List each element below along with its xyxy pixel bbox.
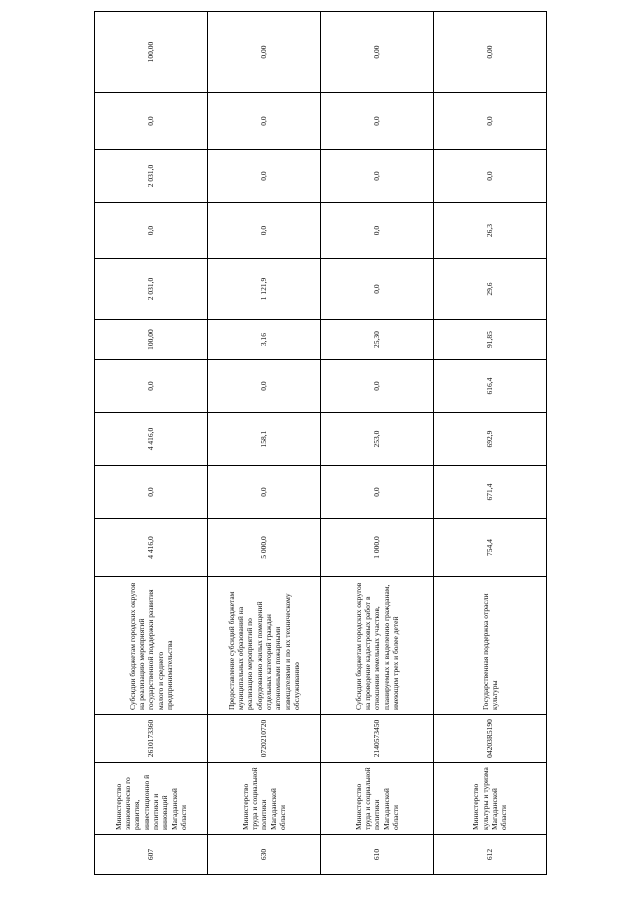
table-row xyxy=(434,12,547,875)
ministry-cell: Министерство культуры и туризма Магаданской области xyxy=(434,763,547,835)
kbk-cell: 0720210720 xyxy=(208,715,321,763)
value-cell: 0,0 xyxy=(208,93,321,150)
value-cell: 0,0 xyxy=(95,93,208,150)
value-cell: 4 416,0 xyxy=(95,519,208,577)
value-cell: 0,0 xyxy=(321,466,434,519)
description-cell: Субсидии бюджетам городских округов на реализацию мероприятий государственной поддержки развития малого и среднего предпринимательства xyxy=(95,577,208,715)
value-cell: 1 000,0 xyxy=(321,519,434,577)
value-cell: 0,0 xyxy=(321,150,434,203)
kbk-cell: 04203R5190 xyxy=(434,715,547,763)
value-cell: 0,0 xyxy=(321,259,434,320)
value-cell: 0,0 xyxy=(321,93,434,150)
table-row xyxy=(208,12,321,875)
code-cell: 610 xyxy=(321,835,434,875)
ministry-cell: Министерство труда и социальной политики Магаданской области xyxy=(321,763,434,835)
value-cell: 754,4 xyxy=(434,519,547,577)
value-cell: 5 000,0 xyxy=(208,519,321,577)
value-cell: 2 031,0 xyxy=(95,150,208,203)
description-cell: Предоставление субсидий бюджетам муниципальных образований на реализацию мероприятий по оборудованию жилых помещений отдельных категорий граждан автономными пожарными извещателями и по их техническому обслуживанию xyxy=(208,577,321,715)
value-cell: 0,00 xyxy=(321,12,434,93)
subsidy-table xyxy=(94,11,547,875)
value-cell: 0,0 xyxy=(208,466,321,519)
kbk-cell: 2140573450 xyxy=(321,715,434,763)
value-cell: 2 031,0 xyxy=(95,259,208,320)
table-row xyxy=(321,12,434,875)
value-cell: 0,0 xyxy=(321,203,434,259)
value-cell: 3,16 xyxy=(208,320,321,360)
value-cell: 0,0 xyxy=(208,360,321,413)
value-cell: 0,0 xyxy=(208,203,321,259)
value-cell: 253,0 xyxy=(321,413,434,466)
value-cell: 616,4 xyxy=(434,360,547,413)
value-cell: 0,0 xyxy=(95,203,208,259)
code-cell: 630 xyxy=(208,835,321,875)
value-cell: 0,0 xyxy=(434,93,547,150)
ministry-cell: Министерство труда и социальной политики Магаданской области xyxy=(208,763,321,835)
value-cell: 4 416,0 xyxy=(95,413,208,466)
code-cell: 612 xyxy=(434,835,547,875)
value-cell: 0,00 xyxy=(434,12,547,93)
value-cell: 26,3 xyxy=(434,203,547,259)
value-cell: 158,1 xyxy=(208,413,321,466)
kbk-cell: 2610173360 xyxy=(95,715,208,763)
value-cell: 692,9 xyxy=(434,413,547,466)
value-cell: 0,0 xyxy=(208,150,321,203)
description-cell: Субсидии бюджетам городских округов на проведение кадастровых работ в отношении земельных участков, планируемых к выделению гражданам, имеющим трех и более детей xyxy=(321,577,434,715)
ministry-cell: Министерство экономическо го развития, инвестиционно й политики и инноваций Магаданской области xyxy=(95,763,208,835)
value-cell: 91,85 xyxy=(434,320,547,360)
value-cell: 0,0 xyxy=(95,360,208,413)
value-cell: 29,6 xyxy=(434,259,547,320)
value-cell: 0,0 xyxy=(321,360,434,413)
code-cell: 607 xyxy=(95,835,208,875)
value-cell: 0,0 xyxy=(95,466,208,519)
value-cell: 671,4 xyxy=(434,466,547,519)
value-cell: 0,00 xyxy=(208,12,321,93)
value-cell: 100,00 xyxy=(95,12,208,93)
description-cell: Государственная поддержка отрасли культуры xyxy=(434,577,547,715)
value-cell: 1 121,9 xyxy=(208,259,321,320)
table-row xyxy=(95,12,208,875)
value-cell: 0,0 xyxy=(434,150,547,203)
rotated-table-container xyxy=(94,41,546,875)
value-cell: 100,00 xyxy=(95,320,208,360)
value-cell: 25,30 xyxy=(321,320,434,360)
